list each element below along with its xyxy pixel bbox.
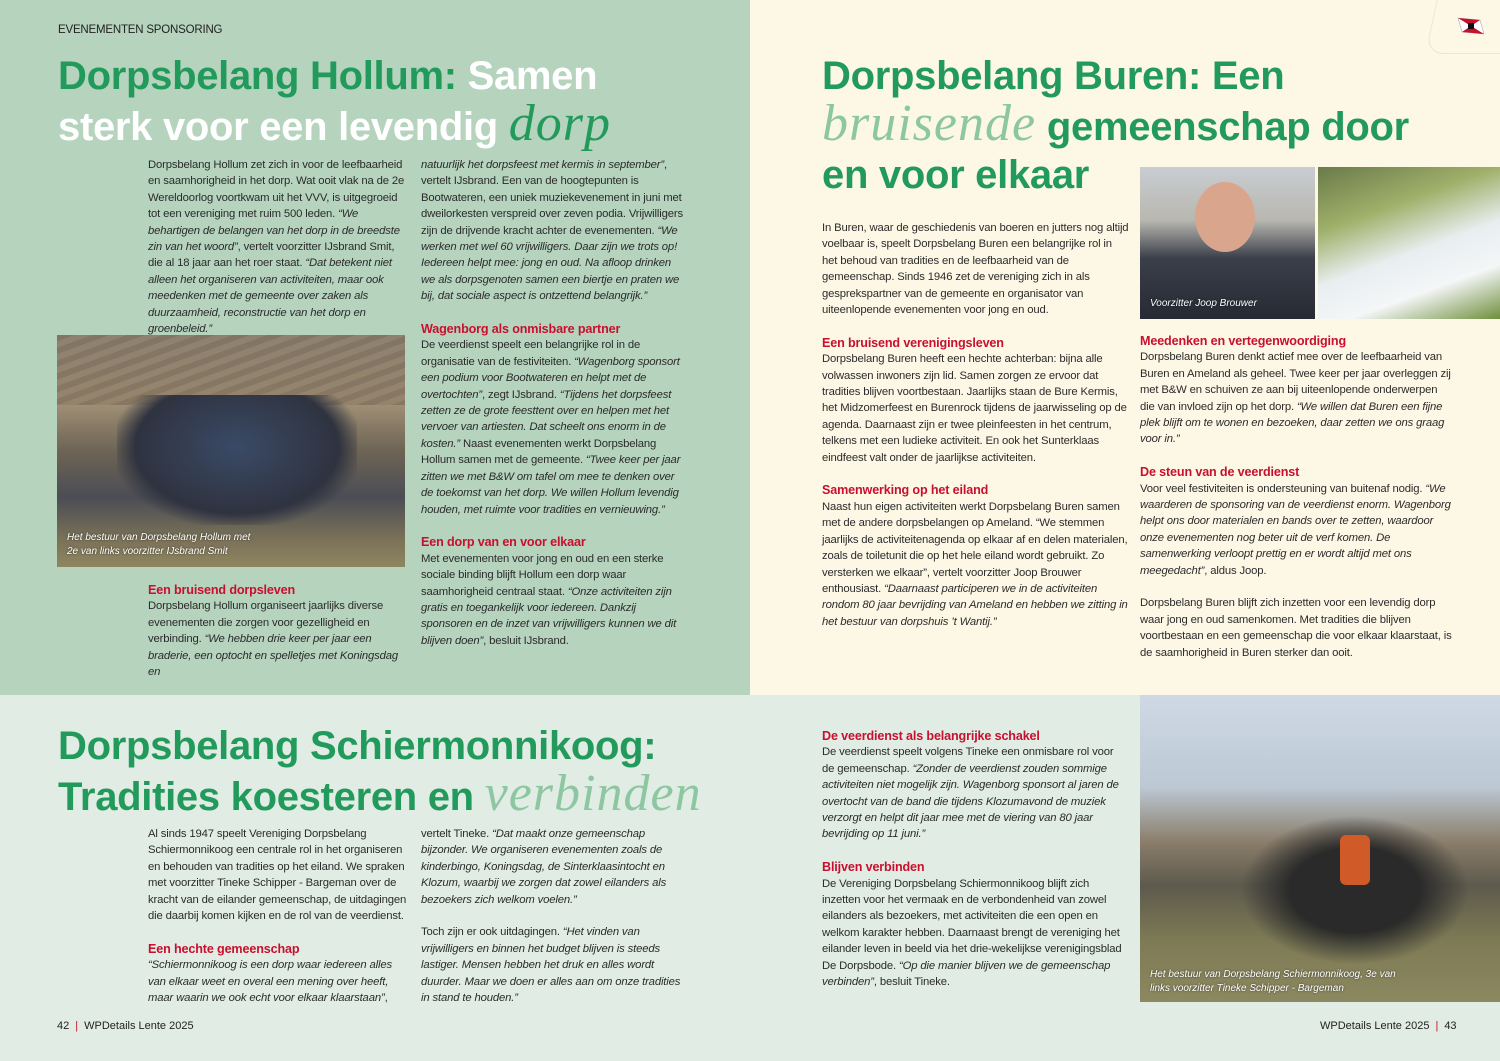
body-text: Naast evenementen werkt Dorpsbelang Hollum samen met de gemeente.	[421, 437, 657, 467]
section-heading: Wagenborg als onmisbare partner	[421, 322, 621, 337]
body-text: , vertelt voorzitter IJsbrand Smit, die al 18 jaar aan het roer staat.	[148, 241, 395, 270]
paragraph	[421, 924, 683, 1006]
photo-caption: Het bestuur van Dorpsbelang Schiermonnikoog, 3e van links voorzitter Tineke Schipper - Bargeman	[1150, 969, 1396, 994]
paragraph	[822, 499, 1130, 630]
body-text: Dorpsbelang Hollum zet zich in voor de leefbaarheid en saamhorigheid in het dorp. Wat ooit vlak na de 2e Wereldoorlog voortkwam uit het VVV, is uitgegroeid tot een vereniging met ruim 500 leden.	[148, 159, 405, 221]
buren-col2	[1140, 333, 1452, 661]
quote-text: “We hebben drie keer per jaar een braderie, een optocht en spelletjes met Koningsdag en	[148, 633, 398, 679]
body-text: , vertelt IJsbrand. Een van de hoogtepunten is Bootwateren, een uniek muziekevenement in juni met dweilorkesten verspreid over zeven podia. Vrijwilligers zijn de drijvende kracht achter de evenementen.	[421, 159, 683, 237]
paragraph	[148, 598, 410, 680]
section-heading: Meedenken en vertegenwoordiging	[1140, 334, 1346, 348]
quote-text: “Twee keer per jaar zitten we met B&W om tafel om mee te denken over de toekomst van het dorp. We willen Hollum levendig houden, met ruimte voor tradities en vernieuwing.”	[421, 454, 681, 516]
body-text: De veerdienst speelt een belangrijke rol in de organisatie van de festiviteiten.	[421, 339, 641, 368]
page-number: 42	[57, 1020, 70, 1032]
hollum-col2	[421, 157, 683, 649]
section-heading: Samenwerking op het eiland	[822, 483, 989, 498]
title-part: Dorpsbelang Hollum:	[58, 54, 457, 98]
section-heading: De steun van de veerdienst	[1140, 465, 1300, 480]
quote-text: “Schiermonnikoog is een dorp waar iedereen alles van elkaar weet en overal een mening over heeft, maar waarin we ook echt voor elkaar klaarstaan”	[148, 959, 392, 1005]
magazine-name: WPDetails Lente 2025	[1320, 1020, 1430, 1032]
footer-left	[57, 1020, 194, 1032]
quote-text: “Op die manier blijven we de gemeenschap verbinden”	[822, 959, 1111, 989]
paragraph	[421, 551, 683, 649]
paragraph	[1140, 595, 1452, 661]
buren-col1	[822, 220, 1130, 630]
wagenborg-flag-icon	[1456, 16, 1486, 36]
separator: |	[1435, 1020, 1439, 1032]
body-text: De veerdienst speelt volgens Tineke een onmisbare rol voor de gemeenschap.	[822, 746, 1114, 775]
paragraph	[822, 351, 1130, 466]
section-heading: Een hechte gemeenschap	[148, 941, 300, 956]
schiermonnikoog-title	[58, 722, 818, 821]
footer-right	[1320, 1020, 1457, 1032]
body-text: Voor veel festiviteiten is ondersteuning van buitenaf nodig.	[1140, 482, 1426, 495]
hollum-board-photo	[57, 335, 405, 567]
foam-party-photo	[1318, 167, 1500, 319]
title-line: en voor elkaar	[822, 153, 1090, 197]
quote-text: “We werken met wel 60 vrijwilligers. Daar zijn we trots op! Iedereen helpt mee: jong en oud. Na afloop drinken we als dorpsgenoten samen een biertje en praten we bij, dat sociale aspect is ontzettend belangrijk.”	[421, 224, 680, 303]
body-text: , zegt IJsbrand.	[482, 388, 560, 401]
schier-board-photo	[1140, 695, 1500, 1002]
body-text: ,	[384, 992, 388, 1005]
quote-text: “Tijdens het dorpsfeest zetten ze de grote feesttent over en helpen met het vervoer van artiesten. Dat scheelt ons enorm in de kosten.”	[421, 388, 672, 450]
quote-text: “Onze activiteiten zijn gratis en toegankelijk voor iedereen. Dankzij sponsoren en de inzet van vrijwilligers kunnen we dit blijven doen”	[421, 585, 677, 647]
title-script-word: bruisende	[822, 95, 1037, 152]
hollum-col1-bottom	[148, 582, 410, 680]
body-text: , aldus Joop.	[1204, 564, 1267, 577]
quote-text: “Het vinden van vrijwilligers en binnen het budget blijven is steeds lastiger. Mensen hebben het druk en alles wordt duurder. Maar we doen er alles aan om onze tradities in stand te houden.”	[421, 926, 681, 1005]
paragraph	[148, 157, 410, 337]
body-text: Toch zijn er ook uitdagingen.	[421, 926, 563, 939]
title-line: Dorpsbelang Schiermonnikoog:	[58, 724, 657, 768]
body-text: In Buren, waar de geschiedenis van boeren en jutters nog altijd voelbaar is, speelt Dorpsbelang Buren een belangrijke rol in het behoud van tradities en de leefbaarheid van de gemeenschap. Sinds 1946 zet de vereniging zich in als gesprekspartner van de gemeente en organisator van uiteenlopende evenementen voor jong en oud.	[822, 222, 1129, 317]
quote-text: “Wagenborg sponsort een podium voor Bootwateren en helpt met de overtochten”	[421, 355, 680, 401]
section-heading: Blijven verbinden	[822, 860, 925, 875]
schier-col2	[421, 826, 683, 1006]
magazine-name: WPDetails Lente 2025	[84, 1020, 194, 1032]
photo-caption: Voorzitter Joop Brouwer	[1150, 298, 1257, 309]
quote-text: “Dat betekent niet alleen het organiseren van activiteiten, maar ook meedenken met de gemeente over zaken als duurzaamheid, reconstructie van het dorp en groenbeleid.”	[148, 257, 392, 336]
paragraph	[822, 876, 1122, 991]
quote-text: “Dat maakt onze gemeenschap bijzonder. We organiseren evenementen zoals de kinderbingo, Koningsdag, de Sinterklaasintocht en Klozum, waarbij we zorgen dat zowel eilanders als bezoekers zich welkom voelen.”	[421, 828, 667, 906]
title-line: Dorpsbelang Buren: Een	[822, 54, 1285, 98]
body-text: Dorpsbelang Hollum organiseert jaarlijks diverse evenementen die zorgen voor gezelligheid en verbinding.	[148, 600, 384, 646]
title-part: sterk voor een levendig	[58, 105, 498, 149]
photo-caption: Het bestuur van Dorpsbelang Hollum met 2e van links voorzitter IJsbrand Smit	[67, 532, 251, 557]
section-heading: De veerdienst als belangrijke schakel	[822, 729, 1040, 743]
joop-brouwer-photo	[1140, 167, 1315, 319]
paragraph	[1140, 349, 1452, 447]
hollum-title	[58, 52, 748, 151]
paragraph	[822, 220, 1130, 318]
title-part: gemeenschap door	[1046, 105, 1409, 149]
section-heading: Een bruisend verenigingsleven	[822, 335, 1004, 350]
title-script-word: verbinden	[484, 765, 702, 822]
title-script-word: dorp	[508, 95, 612, 152]
title-part: Samen	[467, 54, 598, 98]
quote-text: “We waarderen de sponsoring van de veerdienst enorm. Wagenborg helpt ons door materialen en bands over te zetten, waardoor onze evenementen nog beter uit de verf komen. De samenwerking verloopt prettig en er wordt altijd met ons meegedacht”	[1140, 482, 1451, 577]
section-heading: Een bruisend dorpsleven	[148, 583, 296, 597]
body-text: Dorpsbelang Buren blijft zich inzetten voor een levendig dorp waar jong en oud samenkomen. Met tradities die blijven voortbestaan en een gemeenschap die voor elkaar klaarstaat, is de saamhorigheid in Buren sterker dan ooit.	[1140, 597, 1452, 659]
section-kicker: EVENEMENTEN SPONSORING	[58, 24, 223, 36]
body-text: Dorpsbelang Buren heeft een hechte achterban: bijna alle volwassen inwoners zijn lid. Samen zorgen ze ervoor dat tradities blijven voortbestaan. Jaarlijks staan de Bure Kermis, het Midzomerfeest en Burenrock tijdens de jaarwisseling op de agenda. Daarnaast zijn er twee pleinfeesten in het centrum, telkens met een ludieke activiteit. En ook het Sunterklaas eindfeest valt onder de jaarlijkse activiteiten.	[822, 353, 1127, 464]
quote-text: natuurlijk het dorpsfeest met kermis in september”	[421, 159, 665, 171]
paragraph	[421, 337, 683, 517]
body-text: vertelt Tineke.	[421, 828, 493, 840]
section-heading: Een dorp van en voor elkaar	[421, 535, 586, 550]
page-number: 43	[1444, 1020, 1457, 1032]
body-text: Met evenementen voor jong en oud en een sterke sociale binding blijft Hollum een dorp waar saamhorigheid centraal staat.	[421, 552, 664, 598]
title-part: Tradities koesteren en	[58, 775, 474, 819]
body-text: , besluit Tineke.	[873, 976, 950, 989]
body-text: Naast hun eigen activiteiten werkt Dorpsbelang Buren samen met de andere dorpsbelangen op Ameland. “We stemmen jaarlijks de activiteitenagenda op elkaar af en delen materialen, zoals de toiletunit die op het hele eiland wordt gebruikt. Zo versterken we elkaar”, vertelt voorzitter Joop Brouwer enthousiast.	[822, 500, 1128, 595]
paragraph	[822, 744, 1122, 842]
quote-text: “We behartigen de belangen van het dorp in de breedste zin van het woord”	[148, 208, 400, 254]
body-text: Al sinds 1947 speelt Vereniging Dorpsbelang Schiermonnikoog een centrale rol in het organiseren en behouden van tradities op het eiland. We spraken met voorzitter Tineke Schipper - Bargeman over de kracht van de eilander gemeenschap, de uitdagingen die daarbij komen kijken en de rol van de veerdienst.	[148, 828, 407, 923]
quote-text: “We willen dat Buren een fijne plek blijft om te wonen en bezoeken, daar zetten we ons graag voor in.”	[1140, 400, 1445, 446]
quote-text: “Daarnaast participeren we in de activiteiten rondom 80 jaar bevrijding van Ameland en hebben we zitting in het bestuur van dorpshuis ’t Wantij.”	[822, 582, 1128, 628]
hollum-col1-top	[148, 157, 410, 337]
body-text: De Vereniging Dorpsbelang Schiermonnikoog blijft zich inzetten voor het vermaak en de verbondenheid van zowel eilanders als bezoekers, met activiteiten die een open en welkom karakter hebben. Daarnaast brengt de vereniging het eilander leven in beeld via het drie-wekelijkse verenigingsblad De Dorpsbode.	[822, 877, 1122, 972]
paragraph	[421, 826, 683, 908]
paragraph	[148, 957, 410, 1006]
paragraph	[1140, 481, 1452, 579]
separator: |	[75, 1020, 79, 1032]
paragraph	[421, 157, 683, 305]
quote-text: “Zonder de veerdienst zouden sommige activiteiten niet mogelijk zijn. Wagenborg sponsort al jaren de overtocht van de band die tijdens Klozumavond de muziek verzorgt en helpt dit jaar mee met de viering van 80 jaar bevrijding op 11 juni.”	[822, 762, 1119, 841]
schier-col3	[822, 728, 1122, 990]
paragraph	[148, 826, 410, 924]
body-text: Dorpsbelang Buren denkt actief mee over de leefbaarheid van Buren en Ameland als geheel. Twee keer per jaar overleggen zij met B&W en schuiven ze aan bij uiteenlopende onderwerpen die van invloed zijn op het dorp.	[1140, 351, 1451, 413]
schier-col1	[148, 826, 410, 1006]
body-text: , besluit IJsbrand.	[483, 634, 569, 647]
